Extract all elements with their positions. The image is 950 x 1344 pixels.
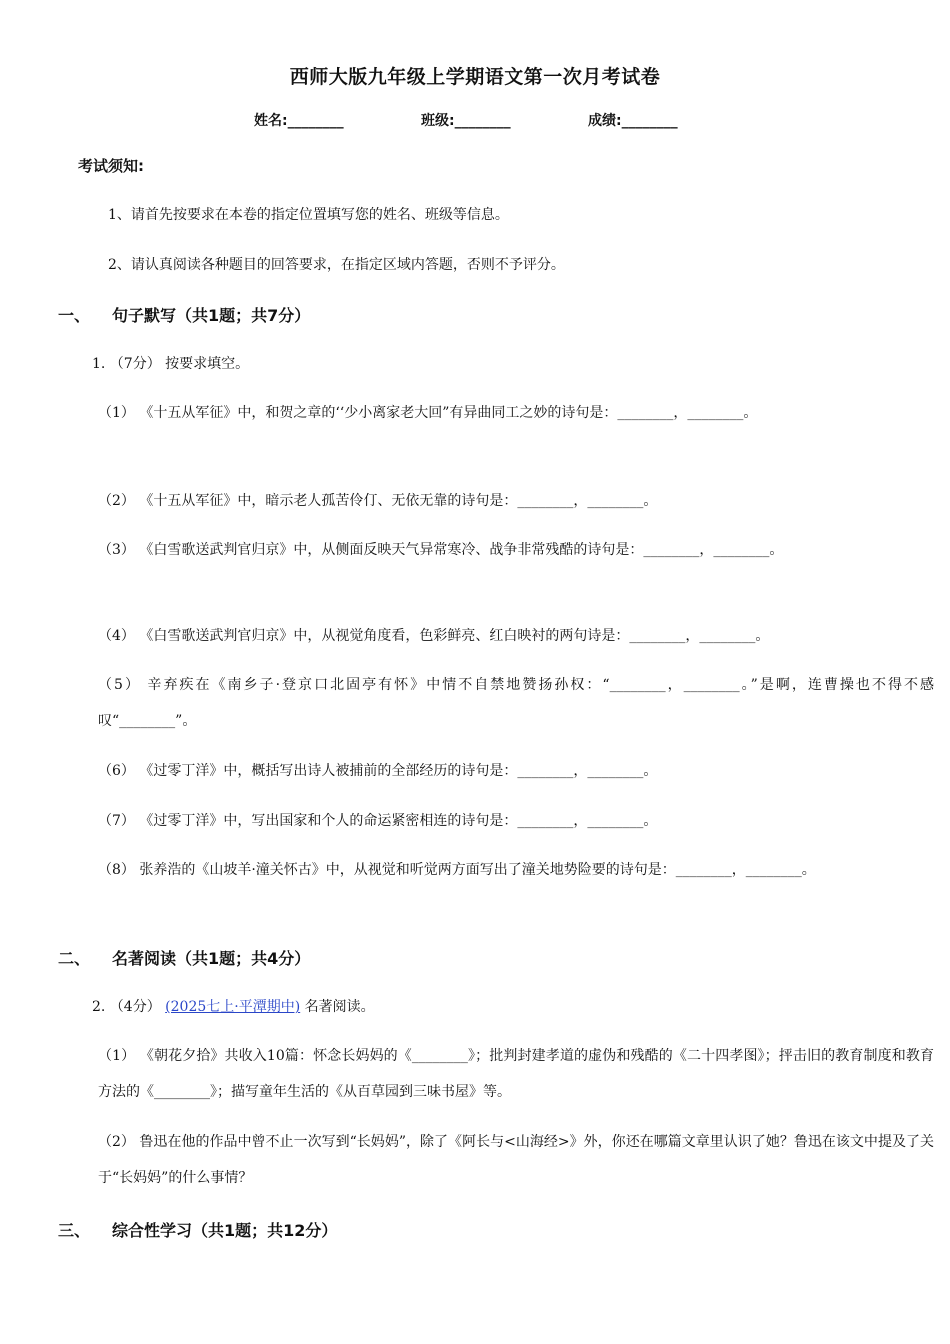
name-field: 姓名:________: [254, 113, 344, 129]
question-1-item: （2） 《十五从军征》中，暗示老人孤苦伶仃、无依无靠的诗句是：________，________。: [98, 493, 658, 509]
question-1-item: （1） 《十五从军征》中，和贺之章的‘‘少小离家老大回”有异曲同工之妙的诗句是：________，________。: [98, 405, 758, 421]
question-source-link[interactable]: (2025七上·平潭期中): [165, 999, 301, 1015]
question-2-suffix: 名著阅读。: [304, 999, 375, 1015]
question-1-item: （6） 《过零丁洋》中，概括写出诗人被捕前的全部经历的诗句是：________，________。: [98, 763, 658, 779]
question-1-item: （7） 《过零丁洋》中，写出国家和个人的命运紧密相连的诗句是：________，________。: [98, 813, 658, 829]
section-heading: [58, 303, 310, 326]
question-1-item: （5） 辛弃疾在《南乡子·登京口北固亭有怀》中情不自禁地赞扬孙权：“________，________。”是啊，连曹操也不得不感叹“________”。: [98, 677, 934, 729]
notice-item: 1、请首先按要求在本卷的指定位置填写您的姓名、班级等信息。: [108, 207, 509, 223]
notice-heading: 考试须知:: [78, 157, 144, 175]
section-number: 一、: [58, 306, 91, 325]
question-1-item: （3） 《白雪歌送武判官归京》中，从侧面反映天气异常寒冷、战争非常残酷的诗句是：________，________。: [98, 542, 784, 558]
question-1-item: （8） 张养浩的《山坡羊·潼关怀古》中，从视觉和听觉两方面写出了潼关地势险要的诗句是：________，________。: [98, 862, 816, 878]
question-1-header: 1. （7分） 按要求填空。: [92, 356, 250, 372]
section-heading: [58, 946, 310, 969]
section-title: 句子默写（共1题；共7分）: [112, 306, 311, 325]
page-title: 西师大版九年级上学期语文第一次月考试卷: [289, 66, 661, 88]
notice-item: 2、请认真阅读各种题目的回答要求，在指定区域内答题，否则不予评分。: [108, 257, 565, 273]
section-heading: [58, 1218, 337, 1241]
section-number: 三、: [58, 1221, 91, 1240]
question-2-item: （2） 鲁迅在他的作品中曾不止一次写到“长妈妈”，除了《阿长与<山海经>》外，你还在哪篇文章里认识了她？鲁迅在该文中提及了关于“长妈妈”的什么事情？: [98, 1134, 934, 1186]
class-field: 班级:________: [421, 113, 511, 129]
section-number: 二、: [58, 949, 91, 968]
question-2-item: （1） 《朝花夕拾》共收入10篇：怀念长妈妈的《________》；批判封建孝道的虚伪和残酷的《二十四孝图》；抨击旧的教育制度和教育方法的《________》；描写童年生活的《从百草园到三味书屋》等。: [98, 1048, 934, 1100]
score-field: 成绩:________: [588, 113, 678, 129]
question-1-item: （4） 《白雪歌送武判官归京》中，从视觉角度看，色彩鲜亮、红白映衬的两句诗是：________，________。: [98, 628, 770, 644]
section-title: 名著阅读（共1题；共4分）: [112, 949, 311, 968]
question-2-prefix: 2. （4分）: [92, 999, 161, 1015]
section-title: 综合性学习（共1题；共12分）: [112, 1221, 338, 1240]
question-2-header: [92, 996, 928, 1018]
